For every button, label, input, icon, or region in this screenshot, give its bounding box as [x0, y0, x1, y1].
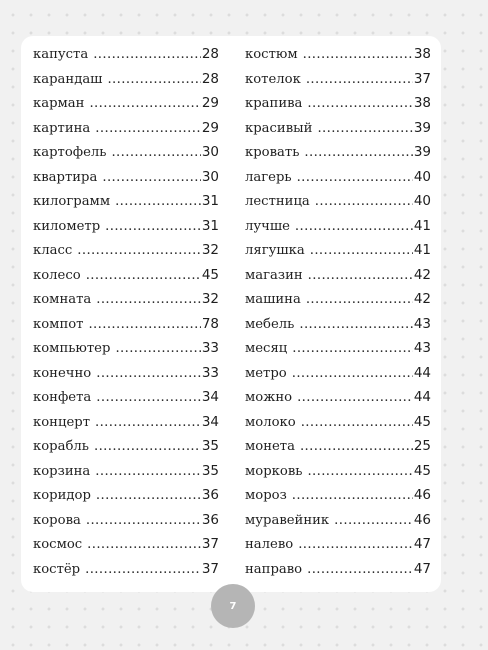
index-entry — [245, 120, 431, 145]
index-word: корабль — [33, 439, 89, 454]
index-page-number: 43 — [413, 340, 431, 356]
dot-leader — [306, 72, 413, 87]
dot-leader — [334, 513, 413, 528]
index-entry — [245, 340, 431, 365]
dot-leader — [298, 537, 413, 552]
index-word: монета — [245, 439, 295, 454]
dot-leader — [115, 341, 200, 356]
index-entry — [33, 512, 219, 537]
index-entry — [245, 46, 431, 71]
dot-leader — [297, 170, 413, 185]
index-entry — [33, 438, 219, 463]
dot-leader — [303, 47, 413, 62]
dot-leader — [87, 537, 201, 552]
index-word: мебель — [245, 316, 295, 332]
index-entry — [245, 536, 431, 561]
index-word: метро — [245, 365, 287, 381]
dot-leader — [105, 219, 201, 234]
index-entry — [33, 487, 219, 512]
index-entry — [33, 193, 219, 218]
index-page-number: 41 — [413, 242, 431, 258]
index-page-number: 46 — [413, 487, 431, 503]
dot-leader — [95, 464, 201, 479]
index-page-number: 28 — [201, 46, 219, 62]
index-word: магазин — [245, 267, 303, 283]
index-entry — [33, 365, 219, 390]
dot-leader — [95, 415, 201, 430]
dot-leader — [306, 292, 413, 307]
index-page-number: 45 — [201, 266, 219, 283]
index-page — [21, 36, 441, 592]
index-word: машина — [245, 292, 301, 307]
index-word: лагерь — [245, 169, 292, 185]
index-page-number: 29 — [201, 95, 219, 111]
index-word: компот — [33, 316, 84, 332]
index-word: килограмм — [33, 194, 111, 209]
index-entry — [245, 71, 431, 96]
index-word: километр — [33, 218, 101, 234]
dot-leader — [102, 170, 200, 185]
index-word: корова — [33, 512, 81, 528]
index-word: колесо — [33, 267, 81, 283]
dot-leader — [96, 366, 201, 381]
index-page-number: 40 — [413, 168, 431, 185]
index-entry — [33, 340, 219, 365]
index-word: картина — [33, 120, 91, 136]
index-page-number: 31 — [201, 217, 219, 234]
dot-leader — [89, 96, 200, 111]
index-entry — [245, 463, 431, 488]
index-page-number: 41 — [413, 217, 431, 234]
dot-leader — [299, 317, 412, 332]
index-entry — [33, 414, 219, 439]
dot-leader — [96, 390, 201, 405]
index-word: красивый — [245, 120, 313, 136]
dot-leader — [300, 439, 413, 454]
dot-leader — [292, 488, 413, 503]
index-word: картофель — [33, 145, 107, 160]
dot-leader — [96, 488, 201, 503]
index-word: лестница — [245, 194, 310, 209]
dot-leader — [308, 268, 413, 283]
index-entry — [33, 316, 219, 341]
index-entry — [245, 414, 431, 439]
index-entry — [245, 291, 431, 316]
index-page-number: 45 — [413, 413, 431, 430]
index-entry — [33, 463, 219, 488]
dot-leader — [304, 145, 412, 160]
index-word: квартира — [33, 169, 98, 185]
index-entry — [245, 438, 431, 463]
index-page-number: 39 — [413, 144, 431, 160]
index-entry — [33, 144, 219, 169]
index-entry — [245, 267, 431, 292]
index-page-number: 46 — [413, 511, 431, 528]
dot-leader — [86, 513, 201, 528]
index-page-number: 47 — [413, 560, 431, 577]
dot-leader — [95, 121, 201, 136]
index-column-right — [245, 46, 431, 585]
dot-leader — [307, 464, 412, 479]
index-entry — [33, 291, 219, 316]
index-word: лягушка — [245, 243, 305, 258]
index-entry — [33, 169, 219, 194]
dot-leader — [77, 243, 201, 258]
index-entry — [33, 218, 219, 243]
index-page-number: 78 — [201, 315, 219, 332]
dot-leader — [88, 317, 200, 332]
index-page-number: 30 — [201, 168, 219, 185]
index-word: кровать — [245, 145, 300, 160]
index-page-number: 34 — [201, 389, 219, 405]
index-entry — [245, 193, 431, 218]
index-page-number: 29 — [201, 119, 219, 136]
index-word: карандаш — [33, 71, 103, 87]
index-page-number: 45 — [413, 462, 431, 479]
dot-leader — [292, 366, 413, 381]
index-page-number: 37 — [201, 560, 219, 577]
index-entry — [33, 242, 219, 267]
index-page-number: 31 — [201, 193, 219, 209]
index-word: месяц — [245, 341, 288, 356]
dot-leader — [295, 219, 413, 234]
index-word: концерт — [33, 414, 90, 430]
dot-leader — [301, 415, 413, 430]
index-word: класс — [33, 243, 73, 258]
dot-leader — [93, 47, 201, 62]
index-entry — [33, 120, 219, 145]
dot-leader — [107, 72, 200, 87]
index-page-number: 28 — [201, 70, 219, 87]
index-entry — [245, 169, 431, 194]
dot-leader — [292, 341, 413, 356]
index-entry — [245, 95, 431, 120]
index-entry — [245, 365, 431, 390]
dot-leader — [315, 194, 413, 209]
index-word: коридор — [33, 488, 91, 503]
index-page-number: 33 — [201, 340, 219, 356]
dot-leader — [111, 145, 200, 160]
index-entry — [245, 487, 431, 512]
index-page-number: 47 — [413, 536, 431, 552]
index-word: космос — [33, 537, 83, 552]
dot-leader — [94, 439, 201, 454]
index-page-number: 44 — [413, 389, 431, 405]
dot-leader — [115, 194, 201, 209]
index-entry — [245, 242, 431, 267]
index-entry — [245, 316, 431, 341]
index-page-number: 33 — [201, 364, 219, 381]
index-page-number: 35 — [201, 462, 219, 479]
index-entry — [245, 144, 431, 169]
index-page-number: 44 — [413, 364, 431, 381]
index-word: комната — [33, 292, 92, 307]
index-word: капуста — [33, 47, 89, 62]
index-page-number: 36 — [201, 511, 219, 528]
index-page-number: 35 — [201, 438, 219, 454]
index-page-number: 37 — [413, 70, 431, 87]
dot-leader — [317, 121, 412, 136]
index-word: компьютер — [33, 341, 111, 356]
index-word: конечно — [33, 365, 92, 381]
index-word: костёр — [33, 561, 81, 577]
index-page-number: 32 — [201, 291, 219, 307]
index-word: крапива — [245, 96, 303, 111]
index-page-number: 38 — [413, 46, 431, 62]
index-word: направо — [245, 561, 303, 577]
index-word: лучше — [245, 218, 290, 234]
index-word: корзина — [33, 463, 91, 479]
index-word: карман — [33, 96, 85, 111]
index-entry — [33, 46, 219, 71]
index-page-number: 43 — [413, 315, 431, 332]
index-entry — [33, 561, 219, 586]
index-entry — [33, 71, 219, 96]
index-word: муравейник — [245, 512, 330, 528]
dot-leader — [297, 390, 413, 405]
index-page-number: 37 — [201, 536, 219, 552]
index-page-number: 25 — [413, 438, 431, 454]
dot-leader — [96, 292, 201, 307]
dot-leader — [85, 562, 201, 577]
index-page-number: 30 — [201, 144, 219, 160]
index-entry — [33, 267, 219, 292]
index-entry — [33, 536, 219, 561]
index-page-number: 40 — [413, 193, 431, 209]
index-word: мороз — [245, 488, 287, 503]
index-entry — [33, 95, 219, 120]
index-word: морковь — [245, 463, 303, 479]
dot-leader — [86, 268, 201, 283]
index-entry — [245, 389, 431, 414]
index-entry — [245, 561, 431, 586]
index-word: налево — [245, 537, 294, 552]
index-column-left — [33, 46, 219, 585]
index-word: котелок — [245, 71, 301, 87]
index-entry — [33, 389, 219, 414]
index-entry — [245, 512, 431, 537]
dot-leader — [307, 96, 412, 111]
index-word: конфета — [33, 390, 92, 405]
page-number: 7 — [211, 584, 255, 628]
dot-leader — [307, 562, 413, 577]
index-page-number: 32 — [201, 242, 219, 258]
index-word: молоко — [245, 414, 296, 430]
index-page-number: 42 — [413, 266, 431, 283]
index-word: можно — [245, 390, 293, 405]
index-page-number: 36 — [201, 487, 219, 503]
dot-leader — [310, 243, 413, 258]
index-page-number: 39 — [413, 119, 431, 136]
index-entry — [245, 218, 431, 243]
index-page-number: 42 — [413, 291, 431, 307]
index-word: костюм — [245, 47, 298, 62]
index-page-number: 34 — [201, 413, 219, 430]
index-page-number: 38 — [413, 95, 431, 111]
